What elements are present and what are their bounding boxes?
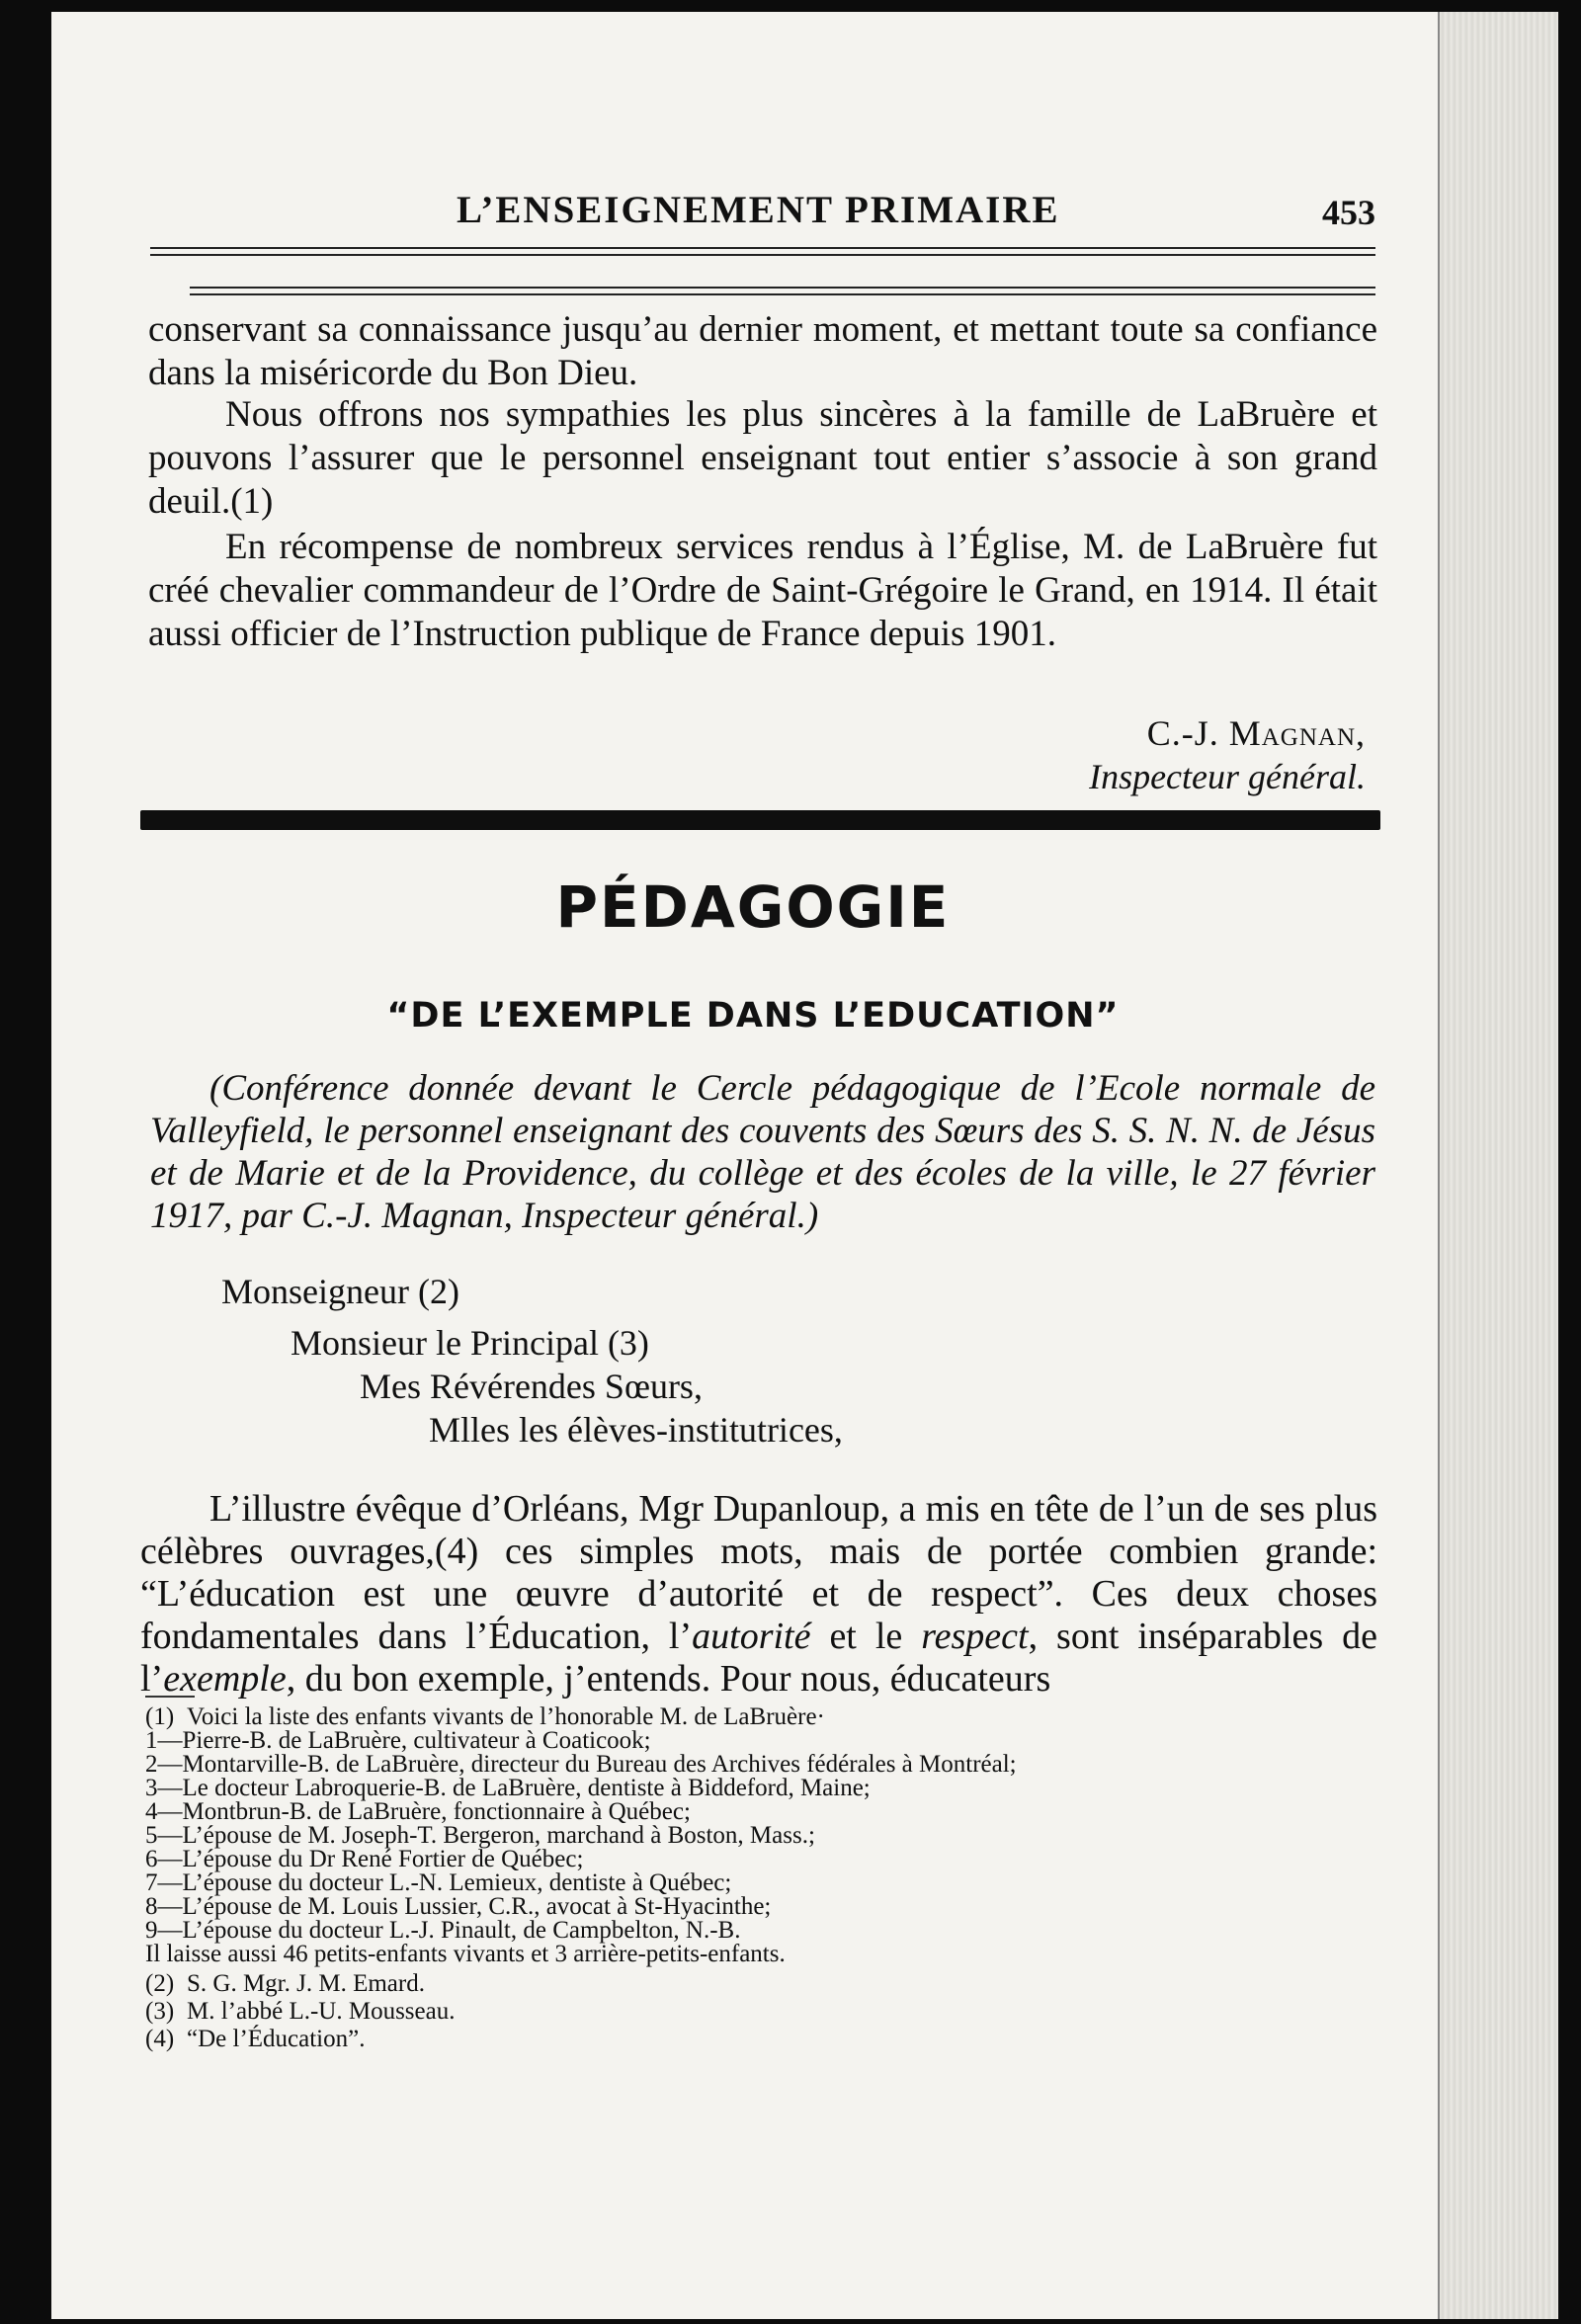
- footnote-3-text: M. l’abbé L.-U. Mousseau.: [187, 1998, 456, 2025]
- footnote-number: (1): [145, 1703, 175, 1730]
- salutation-soeurs: Mes Révérendes Sœurs,: [360, 1367, 703, 1406]
- footnote-child: 8—L’épouse de M. Louis Lussier, C.R., avocat à St-Hyacinthe;: [145, 1893, 772, 1920]
- footnote-child: 7—L’épouse du docteur L.-N. Lemieux, dentiste à Québec;: [145, 1869, 732, 1896]
- paragraph-sympathies: [148, 393, 1377, 524]
- running-head: [130, 178, 1375, 237]
- body-text-1: L’illustre évêque d’Orléans, Mgr Dupanloup, a mis en tête de l’un de ses plus célèbres ouvrages,(4) ces simples mots, mais de portée combien grande: “L’éducation est une œuvre d’autorité et de respect”. Ces deux choses fondamentales dans l’Éducation, l’: [140, 1488, 1377, 1657]
- salutation-monseigneur: Monseigneur (2): [221, 1272, 459, 1311]
- footnote-4: [145, 2028, 1282, 2051]
- footnote-child: 2—Montarville-B. de LaBruère, directeur du Bureau des Archives fédérales à Montréal;: [145, 1751, 1017, 1778]
- paragraph-continuation: conservant sa connaissance jusqu’au dernier moment, et mettant toute sa confiance dans la miséricorde du Bon Dieu.: [148, 309, 1377, 393]
- salutation-principal: Monsieur le Principal (3): [291, 1323, 649, 1363]
- footnote-1-intro-line: [145, 1705, 1282, 1729]
- header-rule-lower: [190, 287, 1375, 295]
- footnote-child: 5—L’épouse de M. Joseph-T. Bergeron, marchand à Boston, Mass.;: [145, 1822, 815, 1849]
- paragraph-sympathies-text: Nous offrons nos sympathies les plus sincères à la famille de LaBruère et pouvons l’assurer que le personnel enseignant tout entier s’associe à son grand deuil.(1): [148, 394, 1377, 522]
- paragraph-recompense: [148, 526, 1377, 656]
- footnote-grandchildren: Il laisse aussi 46 petits-enfants vivants et 3 arrière-petits-enfants.: [145, 1941, 786, 1967]
- body-paragraph: [140, 1488, 1377, 1701]
- salutation-institutrices: Mlles les élèves-institutrices,: [429, 1410, 843, 1450]
- body-autorite: autorité: [692, 1616, 811, 1657]
- footnote-2-text: S. G. Mgr. J. M. Emard.: [187, 1970, 425, 1997]
- footnote-child: 9—L’épouse du docteur L.-J. Pinault, de Campbelton, N.-B.: [145, 1917, 741, 1944]
- footnote-child: 3—Le docteur Labroquerie-B. de LaBruère, dentiste à Biddeford, Maine;: [145, 1775, 871, 1801]
- body-text-4: , du bon exemple, j’entends. Pour nous, éducateurs: [286, 1658, 1051, 1700]
- section-divider: [140, 810, 1380, 830]
- body-text-2: et le: [810, 1616, 922, 1657]
- footnote-child: 4—Montbrun-B. de LaBruère, fonctionnaire à Québec;: [145, 1798, 691, 1825]
- signature-name: C.-J. Magnan,: [1146, 713, 1366, 753]
- signature: [1089, 711, 1366, 798]
- footnote-1-intro: Voici la liste des enfants vivants de l’honorable M. de LaBruère·: [187, 1703, 825, 1730]
- book-page: [51, 12, 1558, 2319]
- footnote-number: (2): [145, 1970, 175, 1997]
- page-number: 453: [1322, 193, 1375, 232]
- body-text-3: , sont inséparables de l’: [140, 1616, 1377, 1700]
- footnote-1: [145, 1705, 1282, 2051]
- footnote-child: 6—L’épouse du Dr René Fortier de Québec;: [145, 1846, 584, 1872]
- article-title: “DE L’EXEMPLE DANS L’EDUCATION”: [386, 996, 1120, 1036]
- running-head-title: L’ENSEIGNEMENT PRIMAIRE: [457, 189, 1060, 231]
- conference-note-text: (Conférence donnée devant le Cercle pédagogique de l’Ecole normale de Valleyfield, le personnel enseignant des couvents des Sœurs des S. S. N. N. de Jésus et de Marie et de la Providence, du collège et des écoles de la ville, le 27 février 1917, par C.-J. Magnan, Inspecteur général.): [150, 1068, 1375, 1236]
- footnote-rule: [145, 1696, 195, 1698]
- body-respect: respect: [921, 1616, 1029, 1657]
- footnote-number: (4): [145, 2026, 175, 2052]
- page-edge: [1438, 12, 1558, 2319]
- paragraph-recompense-text: En récompense de nombreux services rendus à l’Église, M. de LaBruère fut créé chevalier commandeur de l’Ordre de Saint-Grégoire le Grand, en 1914. Il était aussi officier de l’Instruction publique de France depuis 1901.: [148, 527, 1377, 654]
- footnote-child: 1—Pierre-B. de LaBruère, cultivateur à Coaticook;: [145, 1727, 651, 1754]
- header-rule: [150, 247, 1375, 256]
- conference-note: [150, 1067, 1375, 1237]
- footnote-4-text: “De l’Éducation”.: [187, 2026, 366, 2052]
- signature-title: Inspecteur général.: [1089, 757, 1366, 796]
- section-title: PÉDAGOGIE: [555, 873, 951, 941]
- footnote-2: [145, 1972, 1282, 1996]
- body-exemple: exemple: [163, 1658, 287, 1700]
- footnote-number: (3): [145, 1998, 175, 2025]
- footnote-3: [145, 2000, 1282, 2024]
